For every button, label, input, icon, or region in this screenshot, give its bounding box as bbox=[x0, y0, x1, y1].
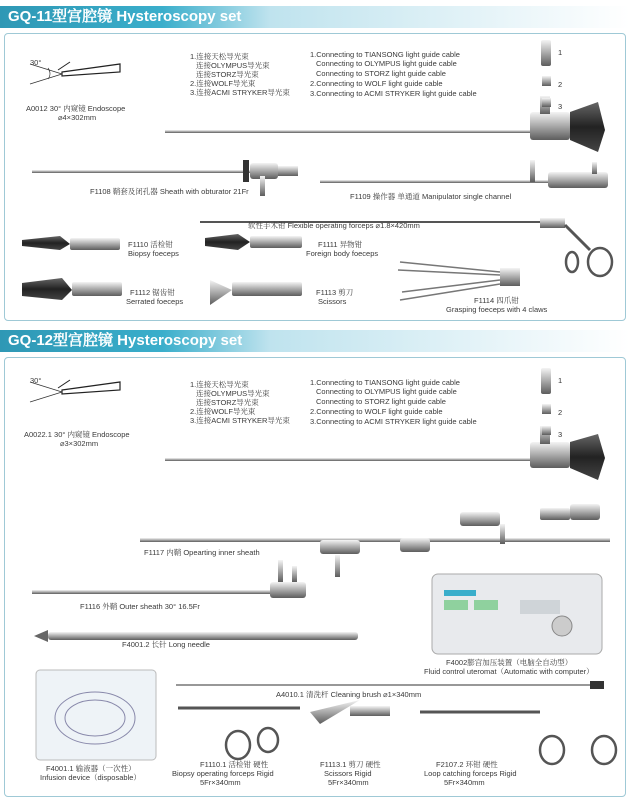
endoscope-tip-diagram-1 bbox=[30, 62, 120, 84]
s1-grasping-name: Grasping foeceps with 4 claws bbox=[446, 305, 548, 314]
s1-foreign-code: F1111 异物钳 bbox=[318, 240, 363, 249]
s1-cn-line-3: 连接STORZ导光束 bbox=[196, 70, 259, 79]
s2-ref-2: 2 bbox=[558, 408, 563, 417]
s1-ref-2: 2 bbox=[558, 80, 563, 89]
s1-endoscope-size: ⌀4×302mm bbox=[58, 113, 97, 122]
serrated-forceps-tip bbox=[22, 278, 122, 300]
s2-en-line-1: 1.Connecting to TIANSONG light guide cable bbox=[310, 378, 460, 387]
s1-ref-1: 1 bbox=[558, 48, 563, 57]
s2-uteromat-en: Fluid control uteromat（Automatic with computer） bbox=[424, 667, 594, 676]
grasping-forceps-4-claws bbox=[398, 262, 520, 300]
s2-biopsy-name: Biopsy operating forceps Rigid bbox=[172, 769, 274, 778]
s2-loop-size: 5Fr×340mm bbox=[444, 778, 485, 787]
foreign-body-forceps-tip bbox=[205, 234, 302, 250]
s2-brush-label: A4010.1 清洗杆 Cleaning brush ⌀1×340mm bbox=[276, 690, 422, 699]
s2-loop-code: F2107.2 环钳 硬性 bbox=[436, 760, 498, 769]
s2-endoscope-code: A0022.1 30° 内窥镜 Endoscope bbox=[24, 430, 130, 439]
s2-loop-name: Loop catching forceps Rigid bbox=[424, 769, 517, 778]
s1-cn-line-1: 1.连接天松导光束 bbox=[190, 52, 249, 61]
s1-en-line-5: 3.Connecting to ACMI STRYKER light guide cable bbox=[310, 89, 477, 98]
section2-title: GQ-12型宫腔镜 Hysteroscopy set bbox=[0, 330, 270, 352]
s2-infusion-code: F4001.1 输液器（一次性） bbox=[46, 764, 136, 773]
s2-endoscope-size: ⌀3×302mm bbox=[60, 439, 99, 448]
s1-en-line-4: 2.Connecting to WOLF light guide cable bbox=[310, 79, 443, 88]
s2-scissors-name: Scissors Rigid bbox=[324, 769, 372, 778]
s1-cn-line-4: 2.连接WOLF导光束 bbox=[190, 79, 256, 88]
s2-angle: 30° bbox=[30, 376, 42, 385]
s1-flexible-label: 软性手术钳 Flexible operating forceps ⌀1.8×420mm bbox=[248, 221, 420, 230]
s2-outer-sheath-label: F1116 外鞘 Outer sheath 30° 16.5Fr bbox=[80, 602, 200, 611]
s1-ref-3: 3 bbox=[558, 102, 563, 111]
s1-grasping-code: F1114 四爪钳 bbox=[474, 296, 519, 305]
s2-cn-line-1: 1.连接天松导光束 bbox=[190, 380, 249, 389]
s1-en-line-3: Connecting to STORZ light guide cable bbox=[316, 69, 446, 78]
s2-biopsy-size: 5Fr×340mm bbox=[200, 778, 241, 787]
s2-ref-1: 1 bbox=[558, 376, 563, 385]
s1-biopsy-name: Biopsy foeceps bbox=[128, 249, 179, 258]
s2-infusion-name: Infusion device（disposable） bbox=[40, 773, 141, 782]
s1-en-line-2: Connecting to OLYMPUS light guide cable bbox=[316, 59, 457, 68]
s1-cn-line-5: 3.连接ACMI STRYKER导光束 bbox=[190, 88, 290, 97]
s1-foreign-name: Foreign body foeceps bbox=[306, 249, 379, 258]
s1-sheath-label: F1108 鞘套及闭孔器 Sheath with obturator 21Fr bbox=[90, 187, 249, 196]
s2-cn-line-2: 连接OLYMPUS导光束 bbox=[196, 389, 270, 398]
s2-cn-line-4: 2.连接WOLF导光束 bbox=[190, 407, 256, 416]
s2-scissors-size: 5Fr×340mm bbox=[328, 778, 369, 787]
s1-cn-line-2: 连接OLYMPUS导光束 bbox=[196, 61, 270, 70]
s2-biopsy-code: F1110.1 活检钳 硬性 bbox=[200, 760, 269, 769]
s2-inner-sheath-label: F1117 内鞘 Opearting inner sheath bbox=[144, 548, 260, 557]
s1-manipulator-label: F1109 操作器 单通道 Manipulator single channel bbox=[350, 192, 512, 201]
s1-biopsy-code: F1110 活检钳 bbox=[128, 240, 173, 249]
s2-uteromat-cn: F4002膨宫加压装置（电脑全自动型） bbox=[446, 658, 573, 667]
manipulator bbox=[320, 160, 608, 188]
s2-en-line-3: Connecting to STORZ light guide cable bbox=[316, 397, 446, 406]
section1-title: GQ-11型宫腔镜 Hysteroscopy set bbox=[0, 6, 270, 28]
scissors-tip bbox=[210, 280, 302, 305]
s1-serrated-code: F1112 锯齿钳 bbox=[130, 288, 175, 297]
s1-en-line-1: 1.Connecting to TIANSONG light guide cable bbox=[310, 50, 460, 59]
s2-en-line-2: Connecting to OLYMPUS light guide cable bbox=[316, 387, 457, 396]
s2-needle-label: F4001.2 长针 Long needle bbox=[122, 640, 210, 649]
s1-endoscope-code: A0012 30° 内窥镜 Endoscope bbox=[26, 104, 126, 113]
s1-angle: 30° bbox=[30, 58, 42, 67]
s2-ref-3: 3 bbox=[558, 430, 563, 439]
s2-en-line-4: 2.Connecting to WOLF light guide cable bbox=[310, 407, 443, 416]
s2-en-line-5: 3.Connecting to ACMI STRYKER light guide cable bbox=[310, 417, 477, 426]
s1-scissors-code: F1113 剪刀 bbox=[316, 288, 354, 297]
s1-serrated-name: Serrated foeceps bbox=[126, 297, 184, 306]
s2-cn-line-5: 3.连接ACMI STRYKER导光束 bbox=[190, 416, 290, 425]
biopsy-forceps-tip bbox=[22, 236, 120, 250]
section2-header bbox=[0, 330, 630, 352]
s1-scissors-name: Scissors bbox=[318, 297, 347, 306]
s2-cn-line-3: 连接STORZ导光束 bbox=[196, 398, 259, 407]
s2-scissors-code: F1113.1 剪刀 硬性 bbox=[320, 760, 381, 769]
